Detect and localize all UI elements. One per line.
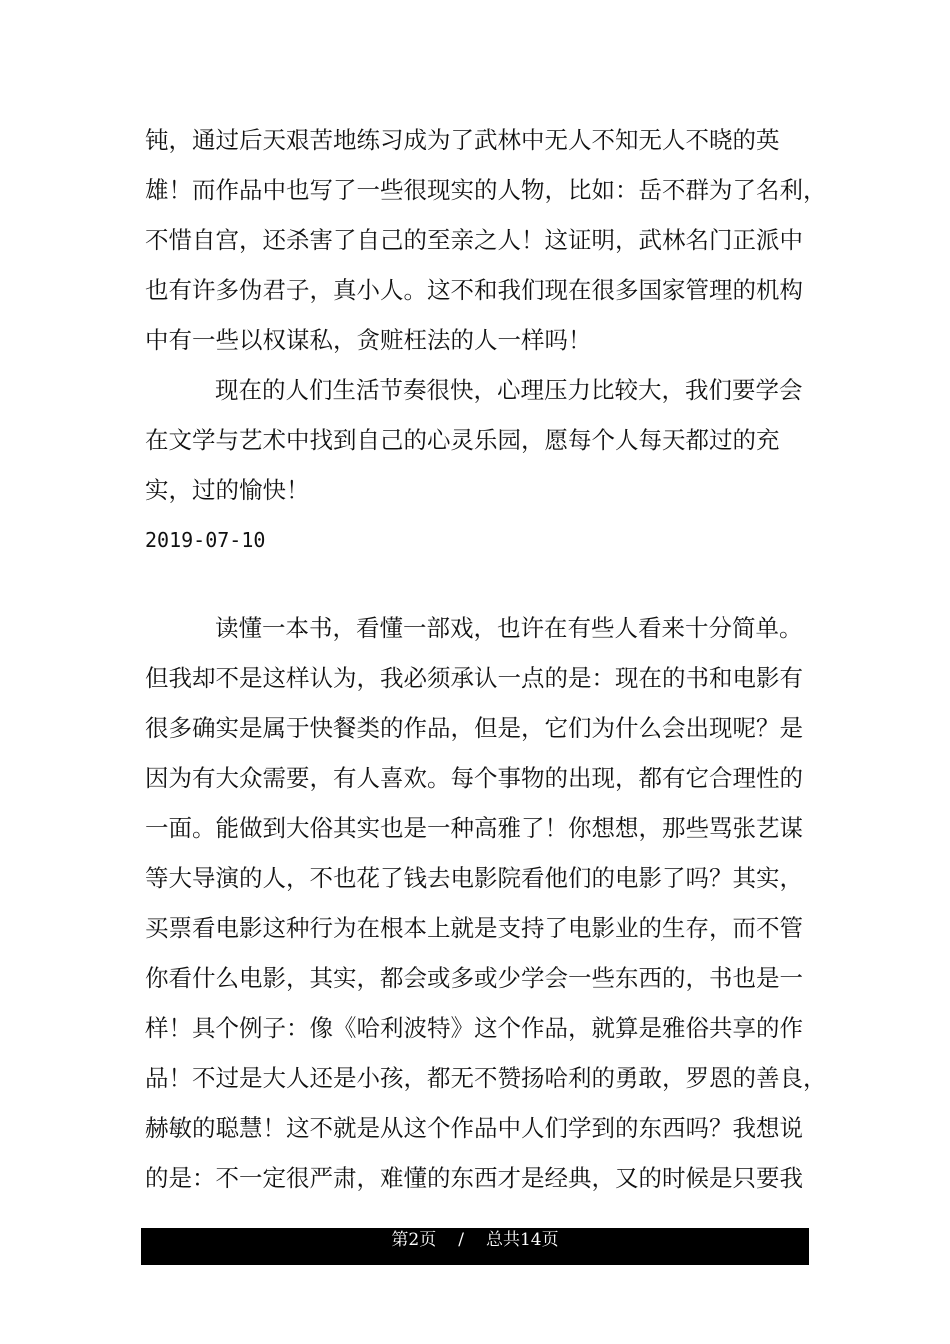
text-line: 现在的人们生活节奏很快，心理压力比较大，我们要学会 [215, 376, 803, 404]
text-line: 的是：不一定很严肃，难懂的东西才是经典，又的时候是只要我 [145, 1164, 803, 1192]
total-pages-label: 总共14页 [485, 1230, 559, 1250]
text-line: 雄！而作品中也写了一些很现实的人物，比如：岳不群为了名利， [145, 176, 827, 204]
text-line: 不惜自宫，还杀害了自己的至亲之人！这证明，武林名门正派中 [145, 226, 803, 254]
paragraph-1 [145, 115, 827, 365]
paragraph-3 [145, 603, 827, 1203]
text-line: 实，过的愉快！ [145, 476, 310, 504]
text-line: 读懂一本书，看懂一部戏，也许在有些人看来十分简单。 [215, 614, 803, 642]
text-line: 中有一些以权谋私，贪赃枉法的人一样吗！ [145, 326, 592, 354]
document-body [145, 115, 827, 1203]
text-line: 你看什么电影，其实，都会或多或少学会一些东西的，书也是一 [145, 964, 803, 992]
text-line: 一面。能做到大俗其实也是一种高雅了！你想想，那些骂张艺谋 [145, 814, 803, 842]
text-line: 等大导演的人，不也花了钱去电影院看他们的电影了吗？其实， [145, 864, 803, 892]
text-line: 很多确实是属于快餐类的作品，但是，它们为什么会出现呢？是 [145, 714, 803, 742]
date-stamp: 2019-07-10 [145, 528, 266, 552]
text-line: 也有许多伪君子，真小人。这不和我们现在很多国家管理的机构 [145, 276, 803, 304]
text-line: 但我却不是这样认为，我必须承认一点的是：现在的书和电影有 [145, 664, 803, 692]
page-indicator [141, 1228, 809, 1252]
paragraph-2 [145, 365, 813, 515]
text-line: 品！不过是大人还是小孩，都无不赞扬哈利的勇敢，罗恩的善良， [145, 1064, 827, 1092]
text-line: 赫敏的聪慧！这不就是从这个作品中人们学到的东西吗？我想说 [145, 1114, 803, 1142]
paragraph-gap [145, 565, 813, 603]
page-separator: / [458, 1230, 464, 1250]
text-line: 在文学与艺术中找到自己的心灵乐园，愿每个人每天都过的充 [145, 426, 780, 454]
text-line: 买票看电影这种行为在根本上就是支持了电影业的生存，而不管 [145, 914, 803, 942]
text-line: 因为有大众需要，有人喜欢。每个事物的出现，都有它合理性的 [145, 764, 803, 792]
page-footer [141, 1228, 809, 1265]
text-line: 钝，通过后天艰苦地练习成为了武林中无人不知无人不晓的英 [145, 126, 780, 154]
current-page-label: 第2页 [391, 1230, 437, 1250]
text-line: 样！具个例子：像《哈利波特》这个作品，就算是雅俗共享的作 [145, 1014, 803, 1042]
